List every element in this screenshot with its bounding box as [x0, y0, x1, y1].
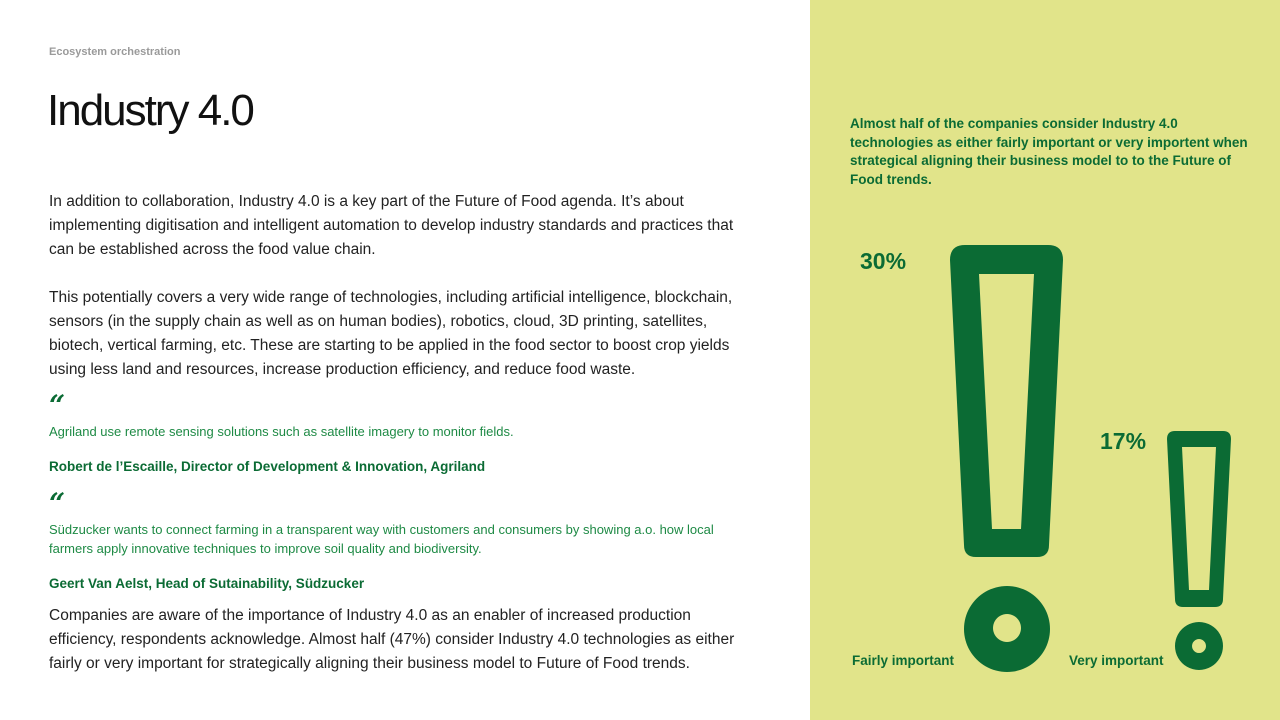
quote-attribution-sudzucker: Geert Van Aelst, Head of Sutainability, Südzucker — [49, 576, 365, 591]
dot-fairly-important — [964, 586, 1050, 672]
page-title: Industry 4.0 — [47, 86, 253, 135]
body-paragraph-1: In addition to collaboration, Industry 4.0 is a key part of the Future of Food agenda. It’s about implementing digitisation and intelligent automation to develop industry standards and practices that can be established across the food value chain. — [49, 193, 734, 258]
section-eyebrow: Ecosystem orchestration — [49, 46, 181, 58]
bar-very-important — [1167, 431, 1231, 607]
quote-mark-icon: “ — [49, 487, 66, 520]
quote-attribution-agriland: Robert de l’Escaille, Director of Development & Innovation, Agriland — [49, 459, 486, 474]
bar-fairly-important — [950, 245, 1063, 557]
exclamation-icon-very-important — [1167, 431, 1231, 670]
exclamation-icon-fairly-important — [950, 245, 1063, 672]
category-label-very-important: Very important — [1069, 653, 1164, 668]
body-paragraph-3: Companies are aware of the importance of Industry 4.0 as an enabler of increased production efficiency, respondents acknowledge. Almost half (47%) consider Industry 4.0 technologies as either fairly or very important for strategically aligning their business model to Future of Food trends. — [49, 607, 735, 672]
quote-mark-icon: “ — [49, 389, 66, 422]
quote-text-sudzucker: Südzucker wants to connect farming in a transparent way with customers and consumers by showing a.o. how local farmers apply innovative techniques to improve soil quality and biodiversity. — [49, 522, 714, 556]
dot-very-important — [1175, 622, 1223, 670]
stat-statement: Almost half of the companies consider Industry 4.0 technologies as either fairly important or very importent when strategical aligning their business model to to the Future of Food trends. — [850, 116, 1248, 187]
quote-text-agriland: Agriland use remote sensing solutions such as satellite imagery to monitor fields. — [49, 424, 514, 439]
value-label-fairly-important: 30% — [860, 248, 907, 274]
value-label-very-important: 17% — [1100, 428, 1147, 454]
body-paragraph-2: This potentially covers a very wide range of technologies, including artificial intelligence, blockchain, sensors (in the supply chain as well as on human bodies), robotics, cloud, 3D printing, satellites, biotech, vertical farming, etc. These are starting to be applied in the food sector to boost crop yields using less land and resources, increase production efficiency, and reduce food waste. — [49, 289, 733, 378]
category-label-fairly-important: Fairly important — [852, 653, 955, 668]
